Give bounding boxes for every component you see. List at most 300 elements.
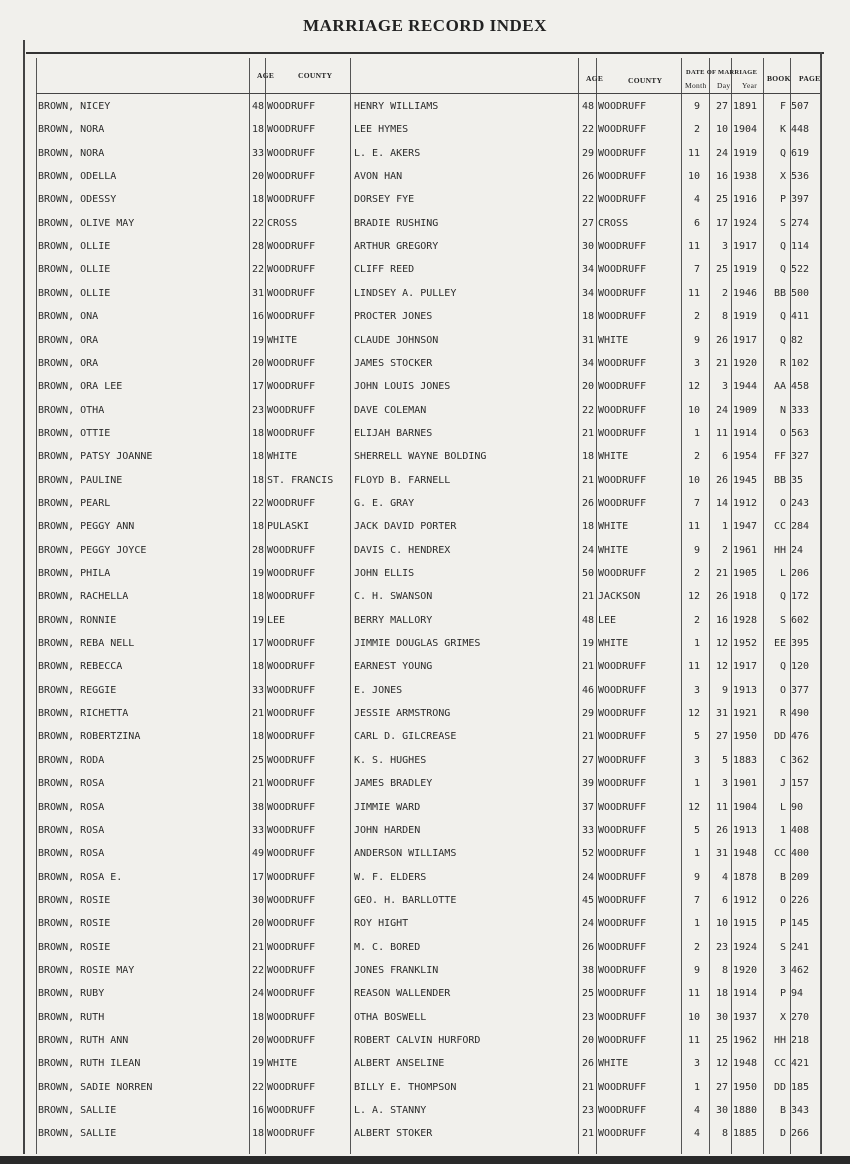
table-row — [0, 680, 850, 702]
record-spouse: EARNEST YOUNG — [354, 661, 433, 673]
record-age: 18 — [251, 1011, 264, 1023]
record-book: Q — [779, 147, 786, 159]
record-age: 19 — [251, 1058, 264, 1070]
record-year: 1945 — [733, 474, 758, 486]
record-page-number: 500 — [791, 287, 810, 299]
record-year: 1914 — [733, 988, 758, 1000]
record-book: CC — [773, 848, 786, 860]
record-book: DD — [773, 731, 786, 743]
table-row — [0, 493, 850, 515]
record-spouse: W. F. ELDERS — [354, 871, 427, 883]
record-book: Q — [779, 264, 786, 276]
record-month: 10 — [687, 474, 700, 486]
record-spouse: E. JONES — [354, 684, 403, 696]
record-age: 22 — [251, 964, 264, 976]
record-spouse: OTHA BOSWELL — [354, 1011, 427, 1023]
record-page-number: 172 — [791, 591, 810, 603]
record-name: BROWN, ORA LEE — [38, 381, 123, 393]
record-day: 8 — [721, 964, 728, 976]
record-month: 12 — [687, 708, 700, 720]
record-day: 12 — [715, 661, 728, 673]
record-spouse: PROCTER JONES — [354, 311, 433, 323]
table-row — [0, 563, 850, 585]
record-day: 3 — [721, 778, 728, 790]
record-book: O — [779, 684, 786, 696]
record-page-number: 90 — [791, 801, 804, 813]
record-spouse-age: 18 — [581, 521, 594, 533]
header-book: BOOK — [767, 74, 791, 83]
table-row — [0, 423, 850, 445]
record-year: 1950 — [733, 1081, 758, 1093]
record-spouse-age: 34 — [581, 357, 594, 369]
header-day: Day — [717, 81, 731, 90]
record-book: DD — [773, 1081, 786, 1093]
record-year: 1917 — [733, 334, 758, 346]
record-year: 1944 — [733, 381, 758, 393]
record-month: 9 — [693, 964, 700, 976]
record-age: 20 — [251, 918, 264, 930]
record-day: 8 — [721, 1128, 728, 1140]
record-spouse: JOHN ELLIS — [354, 568, 415, 579]
record-day: 26 — [715, 334, 728, 346]
table-row — [0, 1100, 850, 1122]
record-spouse-age: 19 — [581, 638, 594, 650]
record-county: WOODRUFF — [267, 684, 316, 696]
record-spouse-county: WOODRUFF — [598, 801, 647, 813]
record-spouse-county: WOODRUFF — [598, 497, 647, 509]
record-month: 1 — [693, 918, 700, 930]
record-county: WOODRUFF — [267, 1128, 316, 1140]
record-spouse-county: WOODRUFF — [598, 194, 647, 206]
table-row — [0, 1123, 850, 1145]
table-row — [0, 773, 850, 795]
record-spouse-county: WOODRUFF — [598, 964, 647, 976]
record-book: HH — [773, 544, 786, 556]
record-name: BROWN, OLIVE MAY — [38, 217, 135, 229]
record-spouse: LEE HYMES — [354, 124, 409, 136]
record-month: 1 — [693, 778, 700, 790]
record-county: WOODRUFF — [267, 568, 316, 579]
record-name: BROWN, ROSA — [38, 824, 105, 836]
record-name: BROWN, ORA — [38, 357, 99, 369]
table-row — [0, 890, 850, 912]
record-page-number: 462 — [791, 964, 810, 976]
record-page-number: 270 — [791, 1011, 810, 1023]
record-county: WOODRUFF — [267, 1081, 316, 1093]
record-book: L — [779, 801, 786, 813]
record-year: 1918 — [733, 591, 758, 603]
record-spouse-county: WOODRUFF — [598, 988, 647, 1000]
record-age: 23 — [251, 404, 264, 416]
record-day: 12 — [715, 1058, 728, 1070]
record-spouse: AVON HAN — [354, 171, 403, 183]
record-spouse-age: 38 — [581, 964, 594, 976]
record-book: R — [779, 357, 786, 369]
record-page-number: 563 — [791, 427, 810, 439]
record-spouse: DORSEY FYE — [354, 194, 415, 206]
record-month: 9 — [693, 871, 700, 883]
record-age: 16 — [251, 1105, 264, 1117]
record-name: BROWN, ROSIE — [38, 894, 111, 906]
record-county: WOODRUFF — [267, 754, 316, 766]
record-spouse-county: CROSS — [598, 217, 629, 229]
record-county: ST. FRANCIS — [267, 474, 334, 486]
record-book: P — [779, 918, 786, 930]
record-spouse: REASON WALLENDER — [354, 988, 451, 1000]
record-spouse-county: WHITE — [598, 521, 629, 533]
record-day: 25 — [715, 194, 728, 206]
record-spouse-county: WOODRUFF — [598, 708, 647, 720]
record-day: 10 — [715, 918, 728, 930]
record-name: BROWN, PATSY JOANNE — [38, 451, 153, 463]
record-age: 30 — [251, 894, 264, 906]
record-book: Q — [779, 311, 786, 323]
header-age: AGE — [257, 71, 275, 80]
record-year: 1913 — [733, 684, 758, 696]
record-spouse: ARTHUR GREGORY — [354, 241, 439, 253]
record-age: 33 — [251, 684, 264, 696]
record-name: BROWN, RUTH — [38, 1011, 105, 1023]
page-title: MARRIAGE RECORD INDEX — [303, 16, 547, 35]
record-year: 1947 — [733, 521, 758, 533]
record-day: 9 — [721, 684, 728, 696]
header-month: Month — [685, 81, 707, 90]
record-spouse-county: WOODRUFF — [598, 264, 647, 276]
record-month: 11 — [687, 1035, 700, 1046]
record-age: 22 — [251, 264, 264, 276]
record-age: 21 — [251, 941, 264, 953]
record-day: 26 — [715, 824, 728, 836]
record-spouse-county: WOODRUFF — [598, 241, 647, 253]
record-page-number: 400 — [791, 848, 810, 860]
record-spouse-county: WOODRUFF — [598, 824, 647, 836]
record-spouse-county: WOODRUFF — [598, 101, 647, 112]
record-book: B — [779, 1105, 786, 1117]
record-book: Q — [779, 334, 786, 346]
record-county: WOODRUFF — [267, 661, 316, 673]
record-county: WOODRUFF — [267, 708, 316, 720]
record-day: 2 — [721, 544, 728, 556]
record-year: 1917 — [733, 241, 758, 253]
record-page-number: 94 — [791, 988, 804, 1000]
record-month: 11 — [687, 988, 700, 1000]
record-age: 17 — [251, 638, 264, 650]
frame-bottom-edge — [0, 1156, 850, 1164]
table-row — [0, 610, 850, 632]
record-spouse-county: WOODRUFF — [598, 171, 647, 183]
table-row — [0, 283, 850, 305]
record-name: BROWN, ODELLA — [38, 171, 117, 183]
record-county: WOODRUFF — [267, 287, 316, 299]
record-age: 20 — [251, 1035, 264, 1046]
record-year: 1937 — [733, 1011, 758, 1023]
table-row — [0, 843, 850, 865]
table-row — [0, 213, 850, 235]
record-name: BROWN, OLLIE — [38, 264, 111, 276]
record-page-number: 411 — [791, 311, 810, 323]
record-age: 20 — [251, 357, 264, 369]
record-day: 1 — [721, 521, 728, 533]
record-month: 11 — [687, 661, 700, 673]
record-spouse: BERRY MALLORY — [354, 614, 433, 626]
record-year: 1885 — [733, 1128, 758, 1140]
record-name: BROWN, ODESSY — [38, 194, 117, 206]
record-spouse-county: WOODRUFF — [598, 381, 647, 393]
record-age: 18 — [251, 194, 264, 206]
record-year: 1914 — [733, 427, 758, 439]
record-age: 18 — [251, 521, 264, 533]
table-row — [0, 1077, 850, 1099]
record-spouse-age: 21 — [581, 474, 594, 486]
header-year: Year — [742, 81, 758, 90]
record-county: WOODRUFF — [267, 778, 316, 790]
record-name: BROWN, RODA — [38, 754, 105, 766]
record-county: WOODRUFF — [267, 264, 316, 276]
record-county: WOODRUFF — [267, 357, 316, 369]
record-age: 33 — [251, 824, 264, 836]
table-row — [0, 540, 850, 562]
record-age: 18 — [251, 451, 264, 463]
record-day: 30 — [715, 1011, 728, 1023]
record-month: 5 — [693, 731, 700, 743]
record-name: BROWN, PHILA — [38, 568, 111, 579]
record-county: LEE — [267, 614, 286, 626]
record-page-number: 602 — [791, 614, 810, 626]
record-book: 3 — [779, 964, 786, 976]
record-spouse-age: 52 — [581, 848, 594, 860]
table-row — [0, 119, 850, 141]
record-county: WOODRUFF — [267, 1035, 316, 1046]
record-day: 10 — [715, 124, 728, 136]
record-page-number: 395 — [791, 638, 810, 650]
record-day: 6 — [721, 451, 728, 463]
record-spouse-age: 26 — [581, 941, 594, 953]
table-row — [0, 166, 850, 188]
record-month: 10 — [687, 1011, 700, 1023]
record-name: BROWN, REBECCA — [38, 661, 123, 673]
record-month: 7 — [693, 497, 700, 509]
record-year: 1901 — [733, 778, 758, 790]
record-day: 12 — [715, 638, 728, 650]
header-spouse-county: COUNTY — [628, 76, 663, 85]
record-name: BROWN, SADIE NORREN — [38, 1081, 153, 1093]
record-spouse: L. E. AKERS — [354, 147, 421, 159]
record-book: BB — [773, 474, 786, 486]
record-month: 11 — [687, 287, 700, 299]
table-row — [0, 1007, 850, 1029]
record-name: BROWN, PEARL — [38, 497, 111, 509]
record-spouse-age: 25 — [581, 988, 594, 1000]
record-day: 30 — [715, 1105, 728, 1117]
record-spouse-county: WOODRUFF — [598, 941, 647, 953]
record-age: 18 — [251, 427, 264, 439]
record-spouse-age: 34 — [581, 287, 594, 299]
record-name: BROWN, SALLIE — [38, 1105, 117, 1117]
record-year: 1880 — [733, 1105, 758, 1117]
record-county: WOODRUFF — [267, 404, 316, 416]
record-page-number: 327 — [791, 451, 810, 463]
record-day: 14 — [715, 497, 728, 509]
record-month: 1 — [693, 848, 700, 860]
record-book: D — [779, 1128, 786, 1140]
record-page-number: 522 — [791, 264, 810, 276]
record-age: 18 — [251, 1128, 264, 1140]
record-spouse: GEO. H. BARLLOTTE — [354, 894, 457, 906]
table-row — [0, 353, 850, 375]
record-book: S — [779, 941, 786, 953]
record-year: 1920 — [733, 357, 758, 369]
record-county: WOODRUFF — [267, 801, 316, 813]
record-page-number: 102 — [791, 357, 810, 369]
header-page: PAGE — [799, 74, 821, 83]
record-book: Q — [779, 661, 786, 673]
record-county: WOODRUFF — [267, 241, 316, 253]
record-month: 3 — [693, 357, 700, 369]
table-row — [0, 656, 850, 678]
record-name: BROWN, OTTIE — [38, 427, 111, 439]
record-spouse-county: WOODRUFF — [598, 731, 647, 743]
record-month: 12 — [687, 381, 700, 393]
record-page-number: 408 — [791, 824, 810, 836]
record-month: 5 — [693, 824, 700, 836]
record-year: 1919 — [733, 264, 758, 276]
table-row — [0, 750, 850, 772]
record-year: 1919 — [733, 147, 758, 159]
record-year: 1948 — [733, 1058, 758, 1070]
record-spouse-age: 21 — [581, 1128, 594, 1140]
record-year: 1952 — [733, 638, 758, 650]
record-month: 1 — [693, 638, 700, 650]
record-spouse: BRADIE RUSHING — [354, 217, 439, 229]
record-month: 3 — [693, 684, 700, 696]
record-spouse-county: WHITE — [598, 334, 629, 346]
table-row — [0, 143, 850, 165]
record-spouse-county: WOODRUFF — [598, 357, 647, 369]
record-page-number: 490 — [791, 708, 810, 720]
record-spouse-age: 29 — [581, 147, 594, 159]
record-county: WOODRUFF — [267, 194, 316, 206]
record-age: 18 — [251, 731, 264, 743]
record-spouse: FLOYD B. FARNELL — [354, 474, 451, 486]
record-year: 1954 — [733, 451, 758, 463]
record-spouse-age: 46 — [581, 684, 594, 696]
record-page-number: 619 — [791, 147, 810, 159]
record-book: S — [779, 614, 786, 626]
record-book: N — [779, 404, 786, 416]
record-year: 1904 — [733, 801, 758, 813]
record-month: 2 — [693, 311, 700, 323]
record-county: WOODRUFF — [267, 964, 316, 976]
record-spouse-age: 22 — [581, 404, 594, 416]
record-county: WOODRUFF — [267, 824, 316, 836]
record-book: L — [779, 568, 786, 579]
record-spouse: HENRY WILLIAMS — [354, 101, 439, 112]
record-spouse-age: 48 — [581, 101, 594, 112]
record-year: 1962 — [733, 1035, 758, 1046]
record-age: 19 — [251, 568, 264, 579]
record-book: P — [779, 194, 786, 206]
record-book: P — [779, 988, 786, 1000]
record-month: 9 — [693, 334, 700, 346]
record-year: 1917 — [733, 661, 758, 673]
record-spouse-county: WOODRUFF — [598, 754, 647, 766]
record-name: BROWN, ROSA — [38, 778, 105, 790]
record-spouse: ROY HIGHT — [354, 918, 409, 930]
record-month: 9 — [693, 101, 700, 112]
record-year: 1878 — [733, 871, 758, 883]
record-book: C — [779, 754, 786, 766]
record-year: 1946 — [733, 287, 758, 299]
record-spouse-age: 31 — [581, 334, 594, 346]
record-spouse-age: 21 — [581, 661, 594, 673]
record-spouse: BILLY E. THOMPSON — [354, 1081, 457, 1093]
record-spouse-county: WOODRUFF — [598, 661, 647, 673]
record-name: BROWN, OLLIE — [38, 241, 111, 253]
table-row — [0, 983, 850, 1005]
record-book: X — [779, 171, 786, 183]
record-age: 48 — [251, 101, 264, 112]
record-age: 18 — [251, 591, 264, 603]
record-page-number: 377 — [791, 684, 810, 696]
record-name: BROWN, ROSA — [38, 801, 105, 813]
record-year: 1912 — [733, 497, 758, 509]
record-age: 22 — [251, 1081, 264, 1093]
record-spouse: DAVE COLEMAN — [354, 404, 427, 416]
record-spouse-age: 27 — [581, 754, 594, 766]
record-county: WOODRUFF — [267, 1105, 316, 1117]
record-spouse-county: WOODRUFF — [598, 1081, 647, 1093]
record-month: 10 — [687, 171, 700, 183]
record-county: WOODRUFF — [267, 124, 316, 136]
record-spouse-county: WOODRUFF — [598, 1105, 647, 1117]
record-spouse-age: 21 — [581, 731, 594, 743]
record-age: 16 — [251, 311, 264, 323]
header-date-of-marriage: DATE OF MARRIAGE — [686, 69, 758, 76]
record-name: BROWN, RACHELLA — [38, 591, 129, 603]
record-day: 2 — [721, 287, 728, 299]
record-spouse-age: 29 — [581, 708, 594, 720]
record-month: 7 — [693, 894, 700, 906]
record-spouse: ALBERT ANSELINE — [354, 1058, 445, 1070]
record-day: 16 — [715, 171, 728, 183]
record-page-number: 35 — [791, 474, 804, 486]
record-spouse: JIMMIE WARD — [354, 801, 421, 813]
record-month: 2 — [693, 124, 700, 136]
record-spouse: DAVIS C. HENDREX — [354, 544, 451, 556]
record-page-number: 343 — [791, 1105, 810, 1117]
record-year: 1920 — [733, 964, 758, 976]
record-book: X — [779, 1011, 786, 1023]
record-county: WOODRUFF — [267, 988, 316, 1000]
record-book: FF — [773, 451, 786, 463]
table-row — [0, 1030, 850, 1052]
record-county: WOODRUFF — [267, 591, 316, 603]
record-spouse: G. E. GRAY — [354, 497, 415, 509]
record-county: WOODRUFF — [267, 427, 316, 439]
record-county: WHITE — [267, 334, 298, 346]
record-age: 24 — [251, 988, 264, 1000]
record-book: S — [779, 217, 786, 229]
record-spouse: CLAUDE JOHNSON — [354, 334, 439, 346]
record-month: 2 — [693, 451, 700, 463]
record-spouse: CARL D. GILCREASE — [354, 731, 457, 743]
record-year: 1904 — [733, 124, 758, 136]
record-spouse: K. S. HUGHES — [354, 754, 427, 766]
record-page-number: 476 — [791, 731, 810, 743]
record-year: 1938 — [733, 171, 758, 183]
record-year: 1912 — [733, 894, 758, 906]
record-age: 21 — [251, 708, 264, 720]
